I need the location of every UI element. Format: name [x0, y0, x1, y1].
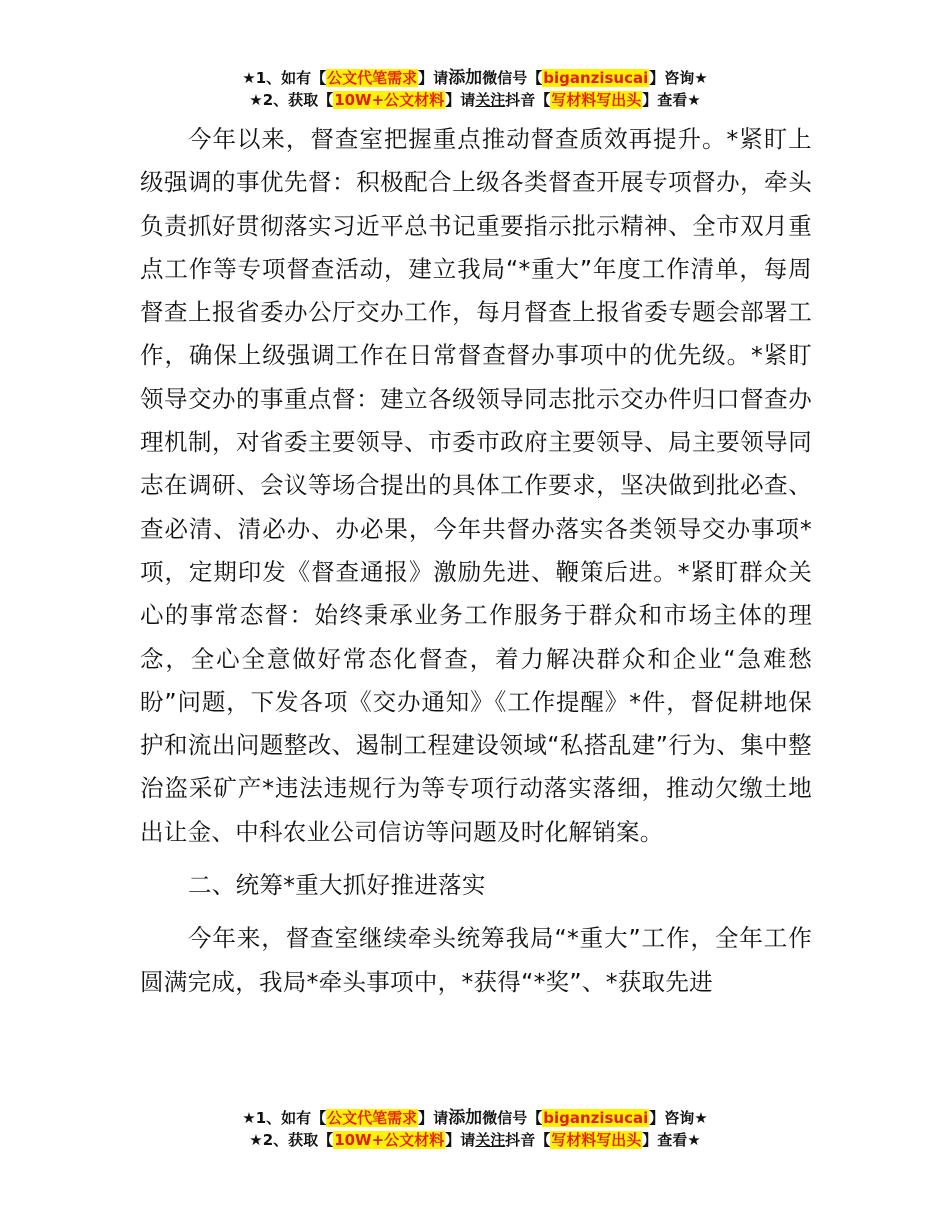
paragraph-1: 今年以来，督查室把握重点推动督查质效再提升。*紧盯上级强调的事优先督：积极配合上级各类督查开展专项督办，牵头负责抓好贯彻落实习近平总书记重要指示批示精神、全市双月重点工作等专项督查活动，建立我局“*重大”年度工作清单，每周督查上报省委办公厅交办工作，每月督查上报省委专题会部署工作，确保上级强调工作在日常督查督办事项中的优先级。*紧盯领导交办的事重点督：建立各级领导同志批示交办件归口督查办理机制，对省委主要领导、市委市政府主要领导、局主要领导同志在调研、会议等场合提出的具体工作要求，坚决做到批必查、查必清、清必办、办必果，今年共督办落实各类领导交办事项*项，定期印发《督查通报》激励先进、鞭策后进。*紧盯群众关心的事常态督：始终秉承业务工作服务于群众和市场主体的理念，全心全意做好常态化督查，着力解决群众和企业“急难愁盼”问题，下发各项《交办通知》《工作提醒》*件，督促耕地保护和流出问题整改、遏制工程建设领域“私搭乱建”行为、集中整治盗采矿产*违法违规行为等专项行动落实落细，推动欠缴土地出让金、中科农业公司信访等问题及时化解销案。 — [140, 125, 812, 846]
banner-line-1: ★1、如有【公文代笔需求】请添加微信号【biganzisucai】咨询★ — [242, 1108, 708, 1128]
highlight-wechat-id: biganzisucai — [543, 69, 649, 87]
banner-line-1: ★1、如有【公文代笔需求】请添加微信号【biganzisucai】咨询★ — [242, 68, 708, 88]
document-body — [140, 118, 812, 1004]
section-heading-2: 二、统筹*重大抓好推进落实 — [188, 871, 486, 900]
emphasis-add: 添加 — [448, 68, 483, 88]
banner-line-2: ★2、获取【10W+公文材料】请关注抖音【写材料写出头】查看★ — [249, 91, 701, 109]
highlight-materials: 10W+公文材料 — [334, 91, 445, 109]
emphasis-add: 添加 — [448, 1108, 483, 1128]
paragraph-2: 今年来，督查室继续牵头统筹我局“*重大”工作，全年工作圆满完成，我局*牵头事项中，*获得“*奖”、*获取先进 — [140, 924, 812, 996]
highlight-wechat-id: biganzisucai — [543, 1109, 649, 1127]
highlight-materials: 10W+公文材料 — [334, 1131, 445, 1149]
highlight-douyin-account: 写材料写出头 — [551, 1131, 642, 1149]
emphasis-follow: 关注 — [475, 91, 506, 109]
highlight-writing-service: 公文代笔需求 — [327, 1109, 418, 1127]
highlight-douyin-account: 写材料写出头 — [551, 91, 642, 109]
footer-banner — [0, 1107, 950, 1151]
banner-line-2: ★2、获取【10W+公文材料】请关注抖音【写材料写出头】查看★ — [249, 1131, 701, 1149]
header-banner — [0, 67, 950, 111]
highlight-writing-service: 公文代笔需求 — [327, 69, 418, 87]
emphasis-follow: 关注 — [475, 1131, 506, 1149]
